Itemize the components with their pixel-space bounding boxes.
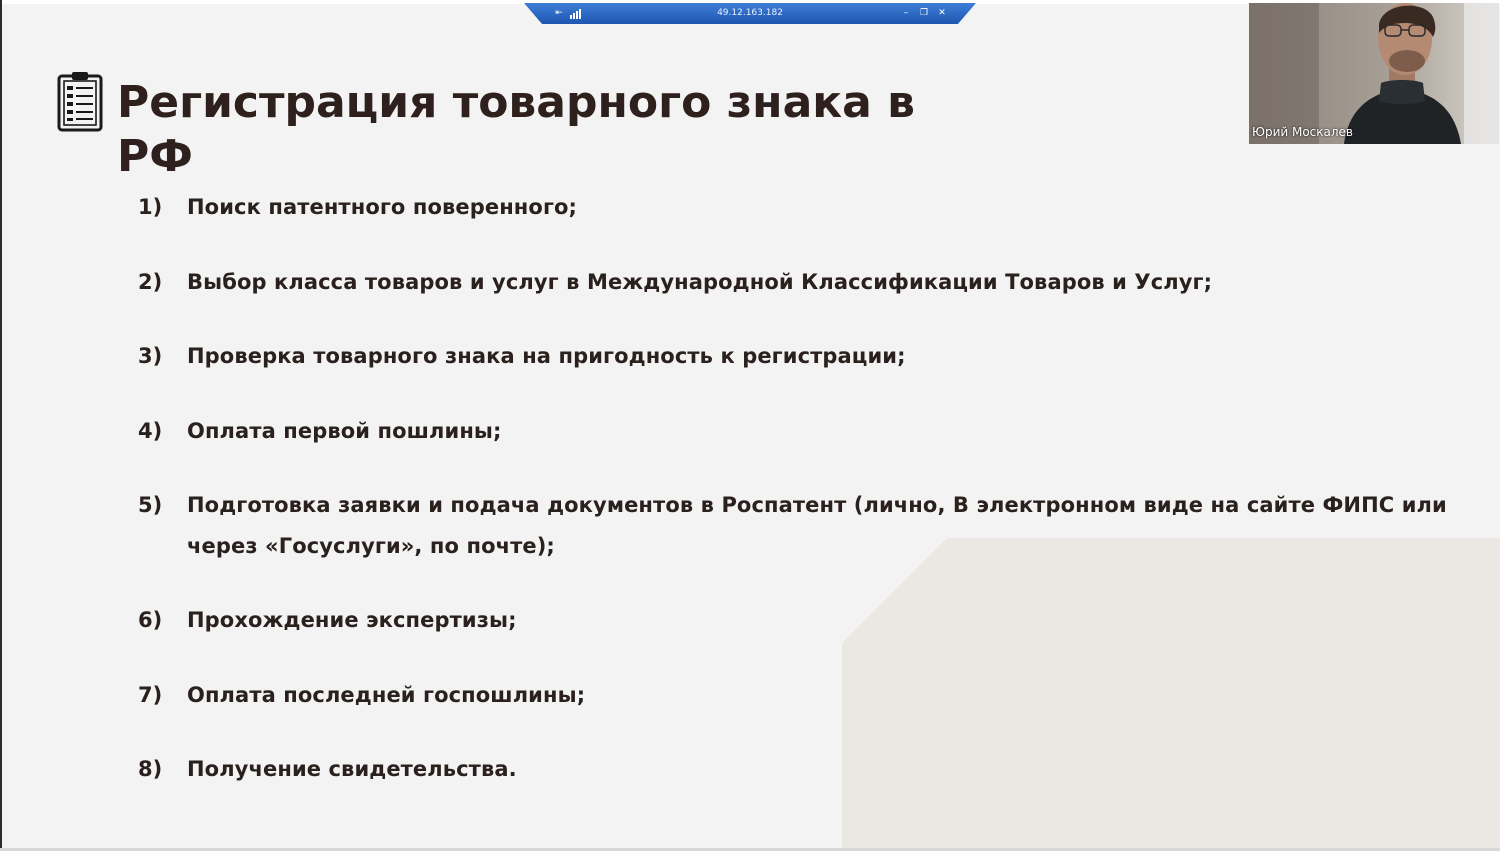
list-item-number: 8): [138, 757, 163, 781]
list-item-text: Оплата последней госпошлины;: [187, 683, 586, 707]
left-edge: [0, 0, 2, 851]
list-item-number: 5): [138, 493, 163, 517]
list-item-number: 4): [138, 419, 163, 443]
remote-address: 49.12.163.182: [717, 8, 783, 18]
pin-icon[interactable]: ⇤: [555, 8, 563, 18]
signal-bars-icon[interactable]: [569, 6, 581, 20]
list-item-number: 7): [138, 683, 163, 707]
list-item-text: Проверка товарного знака на пригодность к регистрации;: [187, 344, 906, 368]
list-item-text: Оплата первой пошлины;: [187, 419, 502, 443]
clipboard-checklist-icon: [56, 70, 104, 132]
close-icon[interactable]: ✕: [938, 8, 946, 18]
participant-video-tile[interactable]: [1249, 3, 1499, 144]
list-item-number: 6): [138, 608, 163, 632]
minimize-icon[interactable]: –: [903, 8, 909, 18]
remote-connection-bar[interactable]: [524, 3, 976, 24]
list-item-text: Прохождение экспертизы;: [187, 608, 517, 632]
list-item-text: Подготовка заявки и подача документов в Роспатент (лично, В электронном виде на сайте ФИПС или через «Госуслуги», по почте);: [187, 493, 1447, 558]
list-item-number: 3): [138, 344, 163, 368]
list-item-text: Выбор класса товаров и услуг в Международной Классификации Товаров и Услуг;: [187, 270, 1213, 294]
restore-icon[interactable]: ❐: [919, 8, 929, 18]
list-item-number: 1): [138, 195, 163, 219]
list-item-text: Получение свидетельства.: [187, 757, 517, 781]
participant-name: Юрий Москалев: [1252, 125, 1354, 139]
list-item-text: Поиск патентного поверенного;: [187, 195, 578, 219]
slide-title: Регистрация товарного знака в РФ: [117, 77, 915, 182]
list-item-number: 2): [138, 270, 163, 294]
participant-video: [1249, 3, 1499, 144]
